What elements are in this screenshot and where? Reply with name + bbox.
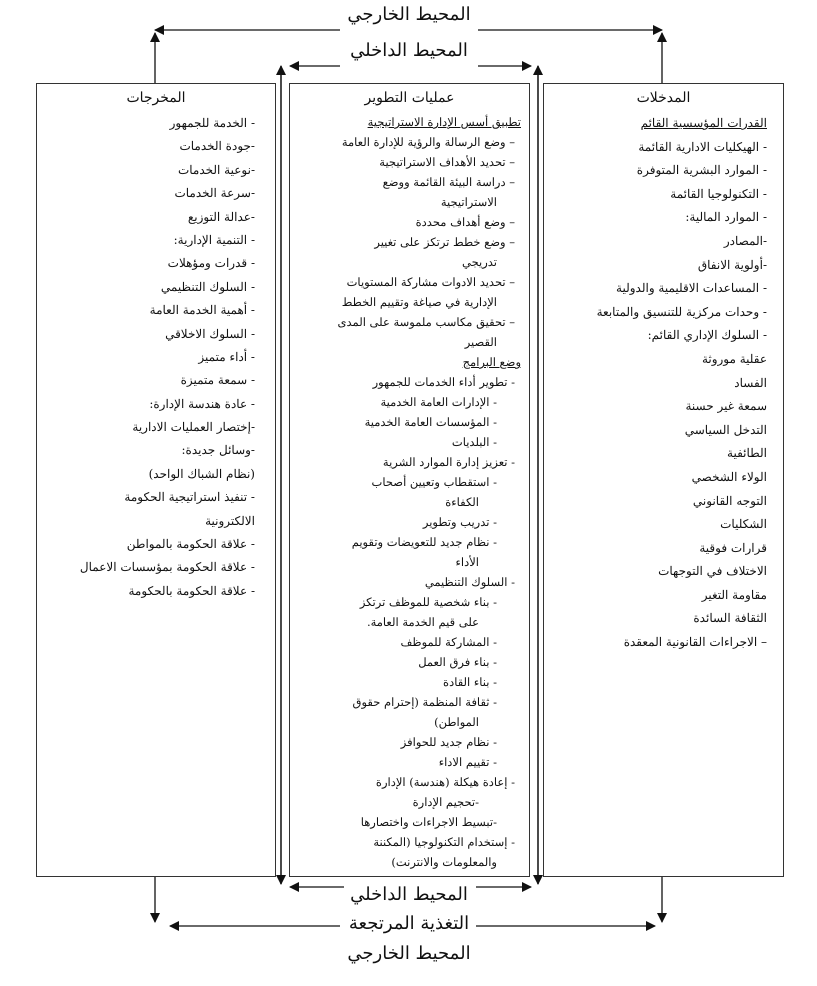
outputs-item: - قدرات ومؤهلات [167,256,255,271]
inputs-item: عقلية موروثة [701,351,767,366]
outputs-item: - علاقة الحكومة بمؤسسات الاعمال [79,560,255,575]
feedback-label: التغذية المرتجعة [348,913,470,934]
outputs-item: -وسائل جديدة: [181,443,255,458]
process-item-cont: القصير [464,335,497,349]
inputs-item: - الموارد البشرية المتوفرة [636,163,767,178]
inputs-item: سمعة غير حسنة [685,399,767,414]
inputs-item: التدخل السياسي [684,422,767,437]
outputs-item: - علاقة الحكومة بالمواطن [126,537,255,552]
inputs-item: التوجه القانوني [692,493,767,508]
process-item: - بناء القادة [443,675,497,689]
process-item: -تحجيم الإدارة [412,795,479,809]
outputs-item: - علاقة الحكومة بالحكومة [128,583,255,598]
outer-environment-bottom-label: المحيط الخارجي [347,943,471,964]
inner-environment-bottom-label: المحيط الداخلي [350,884,468,905]
process-item: - نظام جديد للحوافز [400,735,497,749]
inputs-title: المدخلات [636,90,691,106]
process-item-cont: على قيم الخدمة العامة. [366,615,479,629]
outputs-item: -عدالة التوزيع [187,209,255,224]
process-item-cont: الاستراتيجية [440,195,497,209]
process-item: -تبسيط الاجراءات واختصارها [360,815,497,829]
inputs-item: -أولوية الانفاق [697,257,767,272]
process-item: – وضع الرسالة والرؤية للإدارة العامة [341,135,515,149]
process-heading: تطبيق أسس الإدارة الاستراتيجية [367,115,521,129]
inputs-item: الطائفية [727,446,767,461]
process-content [290,112,529,872]
process-item-cont: الإدارية في صياغة وتقييم الخطط [341,295,497,309]
outputs-item: - تنفيذ استراتيجية الحكومة [124,490,255,505]
outputs-item: - السلوك الاخلاقي [165,326,255,341]
outputs-item: -جودة الخدمات [179,139,255,154]
process-item: – دراسة البيئة القائمة ووضع [382,175,515,189]
inner-environment-top-label: المحيط الداخلي [350,40,468,61]
outputs-title: المخرجات [126,90,186,106]
inputs-heading: القدرات المؤسسية القائم [640,116,767,130]
outputs-item: - أهمية الخدمة العامة [149,303,255,318]
outer-environment-top-label: المحيط الخارجي [347,4,471,25]
process-item: – تحقيق مكاسب ملموسة على المدى [337,315,515,329]
outputs-item: - الخدمة للجمهور [169,116,255,130]
process-item: – وضع أهداف محددة [415,215,515,229]
inputs-item: الشكليات [720,517,767,532]
inputs-item: الاختلاف في التوجهات [658,564,767,579]
inputs-item: مقاومة التغير [701,587,767,602]
process-subheading: - إعادة هيكلة (هندسة) الإدارة [375,775,515,789]
process-item: – تحديد الادوات مشاركة المستويات [346,275,515,289]
inputs-item: - وحدات مركزية للتنسيق والمتابعة [596,304,767,319]
inputs-item: - السلوك الإداري القائم: [647,328,767,343]
process-item: - تدريب وتطوير [422,515,497,529]
process-subheading: - السلوك التنظيمي [424,575,515,589]
process-item: - بناء شخصية للموظف ترتكز [359,595,497,609]
outputs-item: - عادة هندسة الإدارة: [149,396,255,411]
process-item: - البلديات [451,435,497,449]
inputs-item: - المساعدات الاقليمية والدولية [616,281,767,296]
process-item-cont: الكفاءة [445,495,479,509]
outputs-item: الالكترونية [205,513,255,528]
inputs-item: -المصادر [723,233,767,248]
inputs-list [544,112,783,655]
outputs-item: -إختصار العمليات الادارية [132,420,255,435]
outputs-item: - أداء متميز [198,349,255,364]
inputs-item: - التكنولوجيا القائمة [670,186,767,201]
outputs-item: -نوعية الخدمات [177,162,255,177]
inputs-item: قرارات فوقية [699,540,767,555]
outputs-item: - التنمية الإدارية: [173,232,255,247]
process-heading: وضع البرامج [462,355,521,369]
process-subheading: - تعزيز إدارة الموارد الشرية [382,455,515,469]
process-box [289,83,530,877]
process-item: - ثقافة المنظمة (إحترام حقوق [352,695,497,709]
inputs-item: الثقافة السائدة [693,611,767,626]
inputs-item: - الهيكليات الادارية القائمة [638,139,767,154]
outputs-item: (نظام الشباك الواحد) [148,466,255,481]
process-item: - بناء فرق العمل [418,655,497,669]
outputs-list [37,112,275,603]
outputs-box [36,83,276,877]
process-item: - تقييم الاداء [438,755,497,769]
process-title: عمليات التطوير [364,90,455,106]
inputs-box [543,83,784,877]
process-item: - استقطاب وتعيين أصحاب [371,475,497,489]
process-item: - إستخدام التكنولوجيا (المكننة [373,835,515,849]
process-item: – تحديد الأهداف الاستراتيجية [379,155,515,169]
process-item: - المشاركة للموظف [400,635,497,649]
process-subheading: - تطوير أداء الخدمات للجمهور [372,375,515,389]
outputs-item: -سرعة الخدمات [174,186,255,201]
outputs-item: - السلوك التنظيمي [160,279,255,294]
inputs-item: الفساد [734,375,767,390]
inputs-item: – الاجراءات القانونية المعقدة [623,635,767,650]
process-item-cont: الأداء [455,555,479,569]
process-item-cont: المواطن) [434,715,479,729]
inputs-item: - الموارد المالية: [685,210,767,225]
process-item-cont: والمعلومات والانترنت) [391,855,497,869]
inputs-item: الولاء الشخصي [691,469,767,484]
process-item: - المؤسسات العامة الخدمية [364,415,497,429]
process-item: - نظام جديد للتعويضات وتقويم [351,535,497,549]
process-item: - الإدارات العامة الخدمية [380,395,497,409]
process-item-cont: تدريجي [462,255,497,269]
outputs-item: - سمعة متميزة [180,373,255,388]
process-item: – وضع خطط ترتكز على تغيير [374,235,515,249]
